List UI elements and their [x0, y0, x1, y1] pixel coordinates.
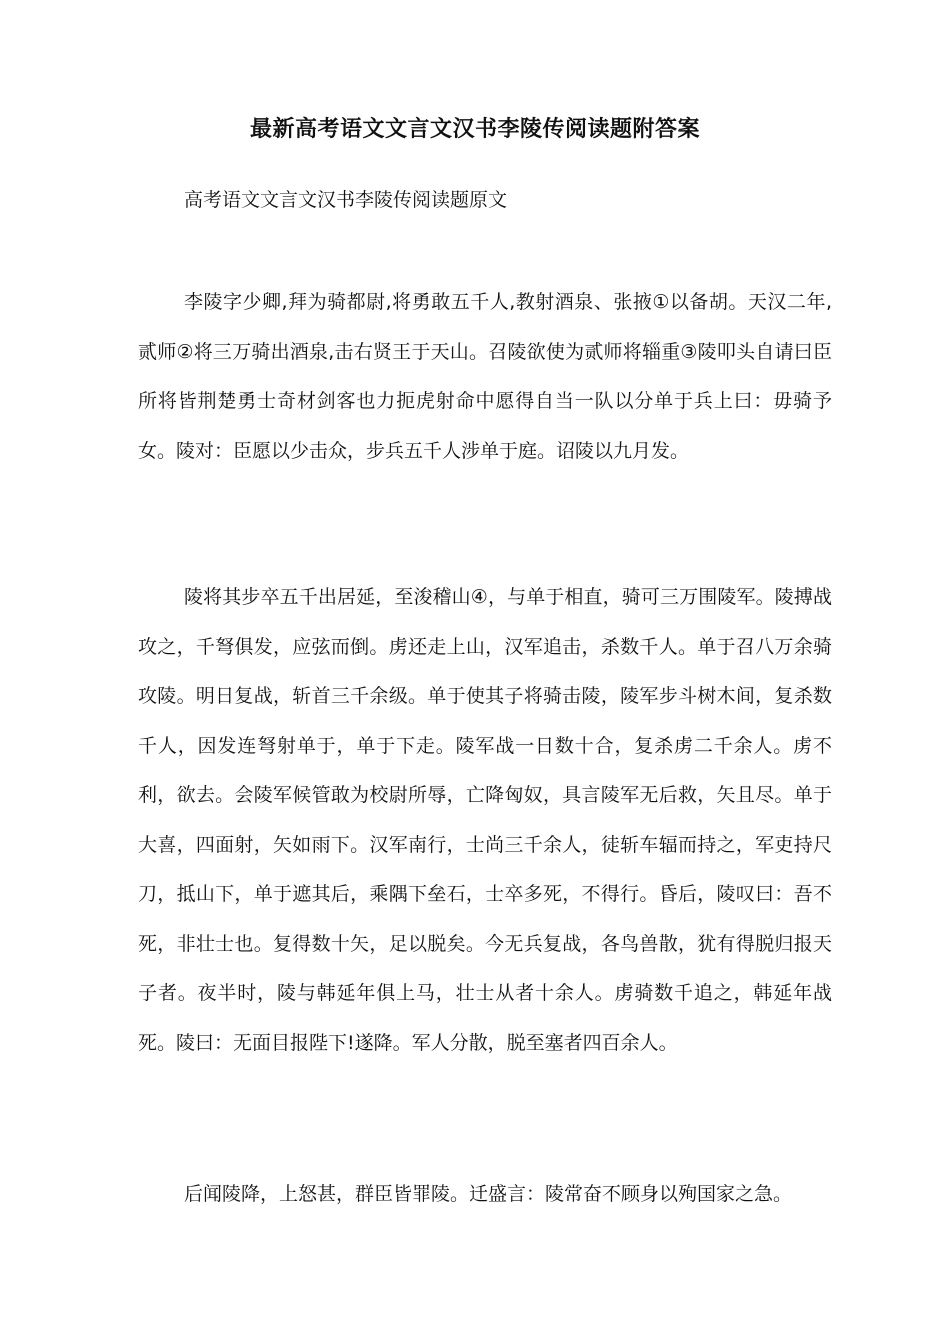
paragraph-1: 李陵字少卿,拜为骑都尉,将勇敢五千人,教射酒泉、张掖①以备胡。天汉二年,贰师②将三万骑出酒泉,击右贤王于天山。召陵欲使为贰师将辎重③陵叩头自请曰臣所将皆荆楚勇士奇材剑客也力扼虎射命中愿得自当一队以分单于兵上曰：毋骑予女。陵对：臣愿以少击众，步兵五千人涉单于庭。诏陵以九月发。	[138, 291, 832, 462]
document-subtitle: 高考语文文言文汉书李陵传阅读题原文	[184, 189, 508, 211]
paragraph-3: 后闻陵降，上怒甚，群臣皆罪陵。迁盛言：陵常奋不顾身以殉国家之急。	[184, 1183, 793, 1205]
document-title: 最新高考语文文言文汉书李陵传阅读题附答案	[249, 117, 700, 142]
paragraph-2: 陵将其步卒五千出居延，至浚稽山④，与单于相直，骑可三万围陵军。陵搏战攻之，千弩俱发，应弦而倒。虏还走上山，汉军追击，杀数千人。单于召八万余骑攻陵。明日复战，斩首三千余级。单于使其子将骑击陵，陵军步斗树木间，复杀数千人，因发连弩射单于，单于下走。陵军战一日数十合，复杀虏二千余人。虏不利，欲去。会陵军候管敢为校尉所辱，亡降匈奴，具言陵军无后救，矢且尽。单于大喜，四面射，矢如雨下。汉军南行，士尚三千余人，徒斩车辐而持之，军吏持尺刀，抵山下，单于遮其后，乘隅下垒石，士卒多死，不得行。昏后，陵叹曰：吾不死，非壮士也。复得数十矢，足以脱矣。今无兵复战，各鸟兽散，犹有得脱归报天子者。夜半时，陵与韩延年俱上马，壮士从者十余人。虏骑数千追之，韩延年战死。陵曰：无面目报陛下!遂降。军人分散，脱至塞者四百余人。	[138, 586, 832, 1054]
